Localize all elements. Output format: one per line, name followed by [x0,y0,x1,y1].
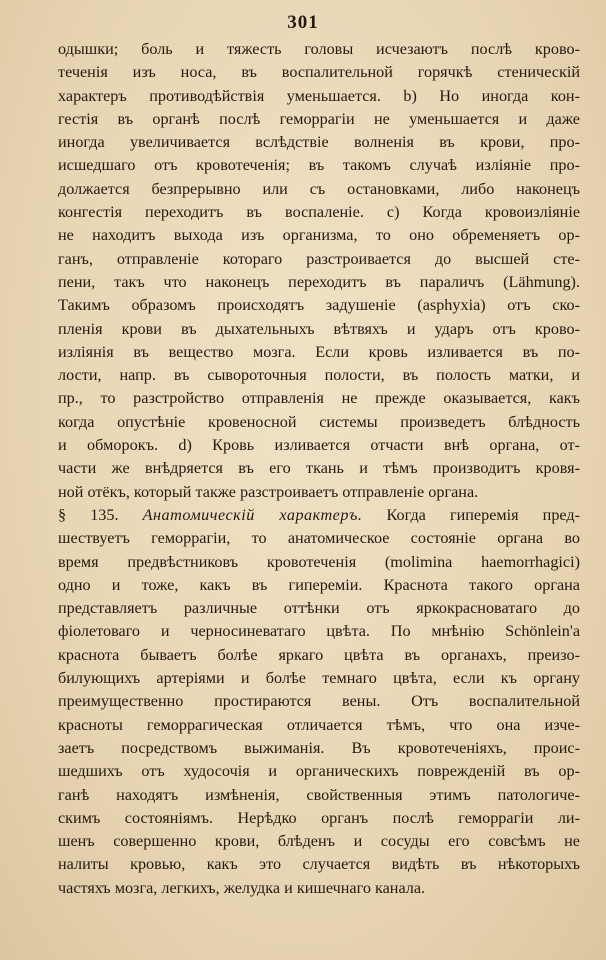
text-line: шедшихъ отъ худосочія и органическихъ поврежденій въ ор- [58,762,580,781]
text-line: конгестія переходитъ въ воспаленіе. c) Когда кровоизліяніе [58,203,580,222]
text-line: изліянія въ вещество мозга. Если кровь изливается въ по- [58,342,580,361]
text-line: представляетъ различные оттѣнки отъ яркокрасноватаго до [58,599,580,618]
text-line: скимъ состояніямъ. Нерѣдко органъ послѣ геморрагіи ли- [58,808,580,827]
text-line: и обморокъ. d) Кровь изливается отчасти внѣ органа, от- [58,436,580,455]
text-line: должается безпрерывно или съ остановками, либо наконецъ [58,179,580,198]
text-line: гестія въ органѣ послѣ геморрагіи не уменьшается и даже [58,109,580,128]
text-line: одышки; боль и тяжесть головы исчезаютъ послѣ крово- [58,40,580,58]
text-line: когда опустѣніе кровеносной системы произведетъ блѣдность [58,412,580,431]
text-line: исшедшаго отъ кровотеченія; въ такомъ случаѣ изліяніе про- [58,156,580,175]
text-line: характеръ противодѣйствія уменьшается. b) Но иногда кон- [58,86,580,105]
text-line: время предвѣстниковъ кровотеченія (molimina haemorrhagici) [58,552,580,571]
text-line: пени, такъ что наконецъ переходитъ въ параличъ (Lähmung). [58,272,580,291]
text-line: теченія изъ носа, въ воспалительной горячкѣ стеническій [58,63,580,82]
body-text [58,38,580,900]
text-line: налиты кровью, какъ это случается видѣть въ нѣкоторыхъ [58,855,580,874]
text-line: шенъ совершенно крови, блѣденъ и сосуды его совсѣмъ не [58,832,580,851]
text-line: Такимъ образомъ происходятъ задушеніе (asphyxia) отъ ско- [58,296,580,315]
text-line: ганъ, отправленіе котораго разстроивается до высшей сте- [58,249,580,268]
section-first-line-rest: Когда гиперемія пред- [386,505,580,524]
text-line: красноты геморрагическая отличается тѣмъ, что она изче- [58,715,580,734]
text-line: пр., то разстройство отправленія не прежде оказывается, какъ [58,389,580,408]
text-line: преимущественно простираются вены. Отъ воспалительной [58,692,580,711]
text-line: частяхъ мозга, легкихъ, желудка и кишечнаго канала. [58,878,426,897]
text-line: шествуетъ геморрагіи, то анатомическое состояніе органа во [58,529,580,548]
text-line: одно и тоже, какъ въ гипереміи. Краснота такого органа [58,575,580,594]
section-number: § 135. [58,505,119,524]
text-line: билующихъ артеріями и болѣе темнаго цвѣта, если къ органу [58,669,580,688]
text-line: краснота бываетъ болѣе яркаго цвѣта въ органахъ, преизо- [58,645,580,664]
text-line: иногда увеличивается вслѣдствіе волненія въ крови, про- [58,133,580,152]
text-line: заетъ посредствомъ выжиманія. Въ кровотеченіяхъ, проис- [58,738,580,757]
text-line: не находитъ выхода изъ организма, то оно обременяетъ ор- [58,226,580,245]
page-number: 301 [287,12,319,33]
text-line: части же внѣдряется въ его ткань и тѣмъ производитъ кровя- [58,459,580,478]
text-line: фіолетоваго и черносиневатаго цвѣта. По мнѣнію Schönlein'a [58,622,580,641]
text-line: ной отёкъ, который также разстроиваетъ отправленіе органа. [58,482,479,501]
text-line: пленія крови въ дыхательныхъ вѣтвяхъ и ударъ отъ крово- [58,319,580,338]
text-line: ганѣ находятъ измѣненія, свойственныя этимъ патологиче- [58,785,580,804]
section-title: Анатомическій характеръ. [142,505,363,524]
text-line: лости, напр. въ сывороточныя полости, въ полость матки, и [58,366,580,385]
section-heading-line [58,504,580,527]
